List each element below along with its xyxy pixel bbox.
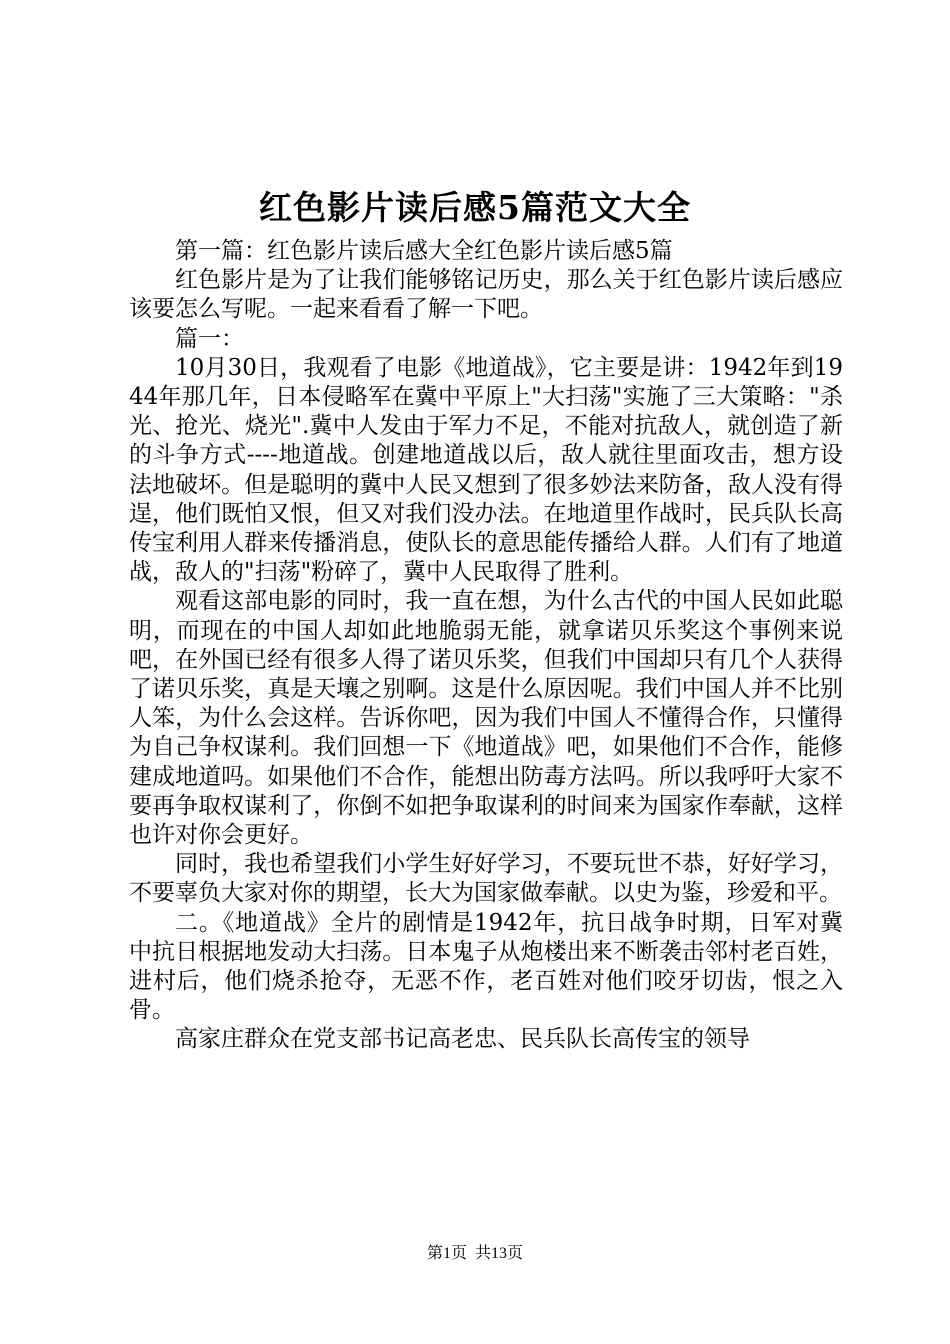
paragraph-reflection: 观看这部电影的同时，我一直在想，为什么古代的中国人民如此聪明，而现在的中国人却如此地脆弱无能，就拿诺贝乐奖这个事例来说吧，在外国已经有很多人得了诺贝乐奖，但我们中国却只有几个人获得了诺贝乐奖，真是天壤之别啊。这是什么原因呢。我们中国人并不比别人笨，为什么会这样。告诉你吧，因为我们中国人不懂得合作，只懂得为自己争权谋利。我们回想一下《地道战》吧，如果他们不合作，能修建成地道吗。如果他们不合作，能想出防毒方法吗。所以我呼吁大家不要再争取权谋利了，你倒不如把争取谋利的时间来为国家作奉献，这样也许对你会更好。	[129, 588, 843, 849]
paragraph-hope: 同时，我也希望我们小学生好好学习，不要玩世不恭，好好学习，不要辜负大家对你的期望，长大为国家做奉献。以史为鉴，珍爱和平。	[129, 851, 843, 907]
paragraph-part-two: 二。《地道战》全片的剧情是1942年，抗日战争时期，日军对冀中抗日根据地发动大扫荡。日本鬼子从炮楼出来不断袭击邻村老百姓，进村后，他们烧杀抢夺，无恶不作，老百姓对他们咬牙切齿，恨之入骨。	[129, 909, 843, 1024]
document-body	[129, 237, 843, 1055]
page-footer	[0, 1243, 950, 1265]
paragraph-part-one-label: 篇一：	[175, 325, 244, 352]
paragraph-story: 10月30日，我观看了电影《地道战》，它主要是讲：1942年到1944年那几年，日本侵略军在冀中平原上"大扫荡"实施了三大策略："杀光、抢光、烧光".冀中人发由于军力不足，不能对抗敌人，就创造了新的斗争方式----地道战。创建地道战以后，敌人就往里面攻击，想方设法地破坏。但是聪明的冀中人民又想到了很多妙法来防备，敌人没有得逞，他们既怕又恨，但又对我们没办法。在地道里作战时，民兵队长高传宝利用人群来传播消息，使队长的意思能传播给人群。人们有了地道战，敌人的"扫荡"粉碎了，冀中人民取得了胜利。	[129, 354, 843, 586]
page-total: 共13页	[475, 1245, 524, 1262]
paragraph-continued: 高家庄群众在党支部书记高老忠、民兵队长高传宝的领导	[175, 1026, 750, 1053]
document-title: 红色影片读后感5篇范文大全	[259, 188, 691, 227]
paragraph-intro: 红色影片是为了让我们能够铭记历史，那么关于红色影片读后感应该要怎么写呢。一起来看看了解一下吧。	[129, 267, 843, 323]
page-number: 第1页	[426, 1245, 467, 1262]
paragraph-heading: 第一篇：红色影片读后感大全红色影片读后感5篇	[175, 238, 673, 264]
